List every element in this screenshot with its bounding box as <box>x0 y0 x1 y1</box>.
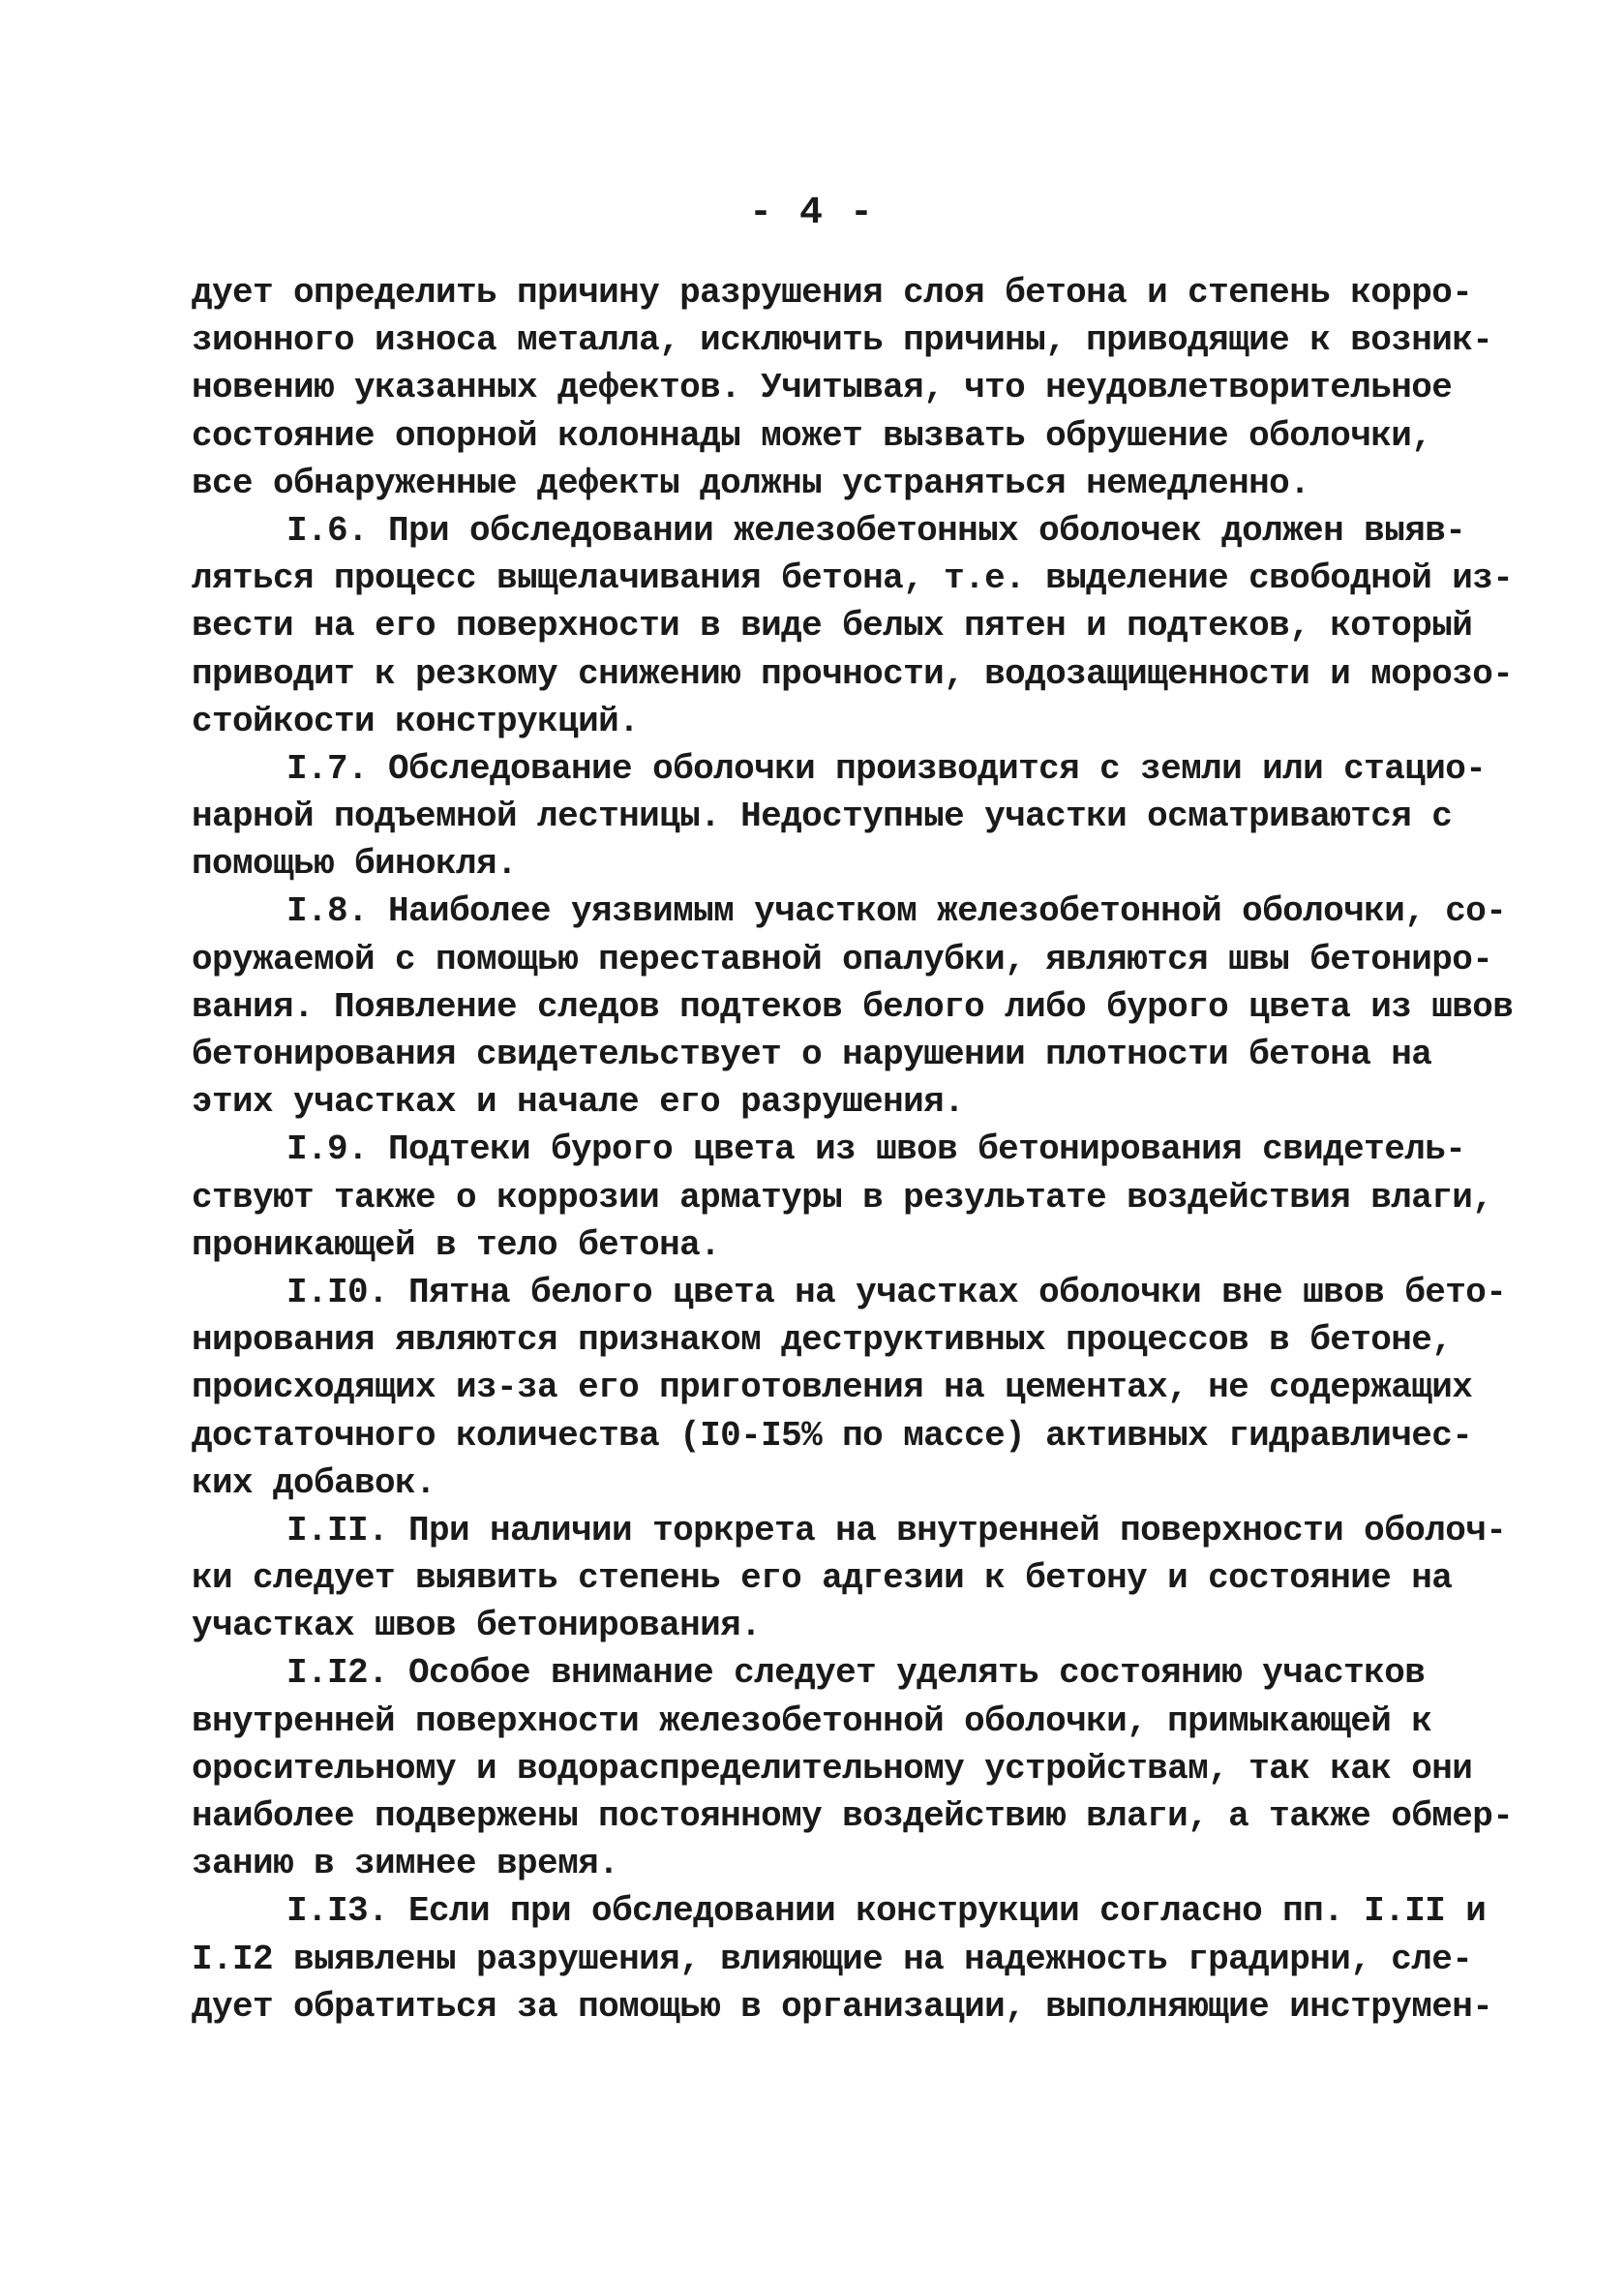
text-line: вания. Появление следов подтеков белого либо бурого цвета из швов <box>192 986 1514 1027</box>
paragraph-first-line: I.II. При наличии торкрета на внутренней поверхности оболоч- <box>286 1510 1507 1550</box>
paragraph-first-line: I.I0. Пятна белого цвета на участках оболочки вне швов бето- <box>286 1272 1507 1312</box>
text-line: I.I2 выявлены разрушения, влияющие на надежность градирни, сле- <box>192 1939 1473 1979</box>
text-line: ких добавок. <box>192 1462 436 1503</box>
text-line: дует определить причину разрушения слоя бетона и степень корро- <box>192 273 1473 313</box>
body-text <box>192 269 1514 2031</box>
text-line: зионного износа металла, исключить причины, приводящие к возник- <box>192 320 1493 361</box>
text-line: достаточного количества (I0-I5% по массе) активных гидравличес- <box>192 1415 1473 1456</box>
text-line: проникающей в тело бетона. <box>192 1224 721 1265</box>
text-line: помощью бинокля. <box>192 844 518 885</box>
text-line: ляться процесс выщелачивания бетона, т.е. выделение свободной из- <box>192 558 1514 599</box>
paragraph-first-line: I.I3. Если при обследовании конструкции согласно пп. I.II и <box>286 1891 1487 1932</box>
text-line: новению указанных дефектов. Учитывая, что неудовлетворительное <box>192 368 1453 408</box>
text-line: ствуют также о коррозии арматуры в результате воздействия влаги, <box>192 1177 1493 1218</box>
text-line: занию в зимнее время. <box>192 1844 619 1884</box>
text-line: ки следует выявить степень его адгезии к бетону и состояние на <box>192 1558 1453 1599</box>
text-line: участках швов бетонирования. <box>192 1606 762 1646</box>
text-line: все обнаруженные дефекты должны устраняться немедленно. <box>192 463 1310 503</box>
text-line: приводит к резкому снижению прочности, водозащищенности и морозо- <box>192 653 1514 694</box>
paragraph-first-line: I.9. Подтеки бурого цвета из швов бетонирования свидетель- <box>286 1129 1466 1170</box>
text-line: оросительному и водораспределительному устройствам, так как они <box>192 1748 1473 1789</box>
text-line: этих участках и начале его разрушения. <box>192 1082 965 1123</box>
paragraph-first-line: I.8. Наиболее уязвимым участком железобетонной оболочки, со- <box>286 891 1507 932</box>
paragraph-first-line: I.I2. Особое внимание следует уделять состоянию участков <box>286 1653 1426 1694</box>
page-number: - 4 - <box>748 192 876 235</box>
paragraph-first-line: I.6. При обследовании железобетонных оболочек должен выяв- <box>286 510 1466 551</box>
text-line: нирования являются признаком деструктивных процессов в бетоне, <box>192 1320 1453 1361</box>
text-line: внутренней поверхности железобетонной оболочки, примыкающей к <box>192 1700 1432 1741</box>
text-line: оружаемой с помощью переставной опалубки, являются швы бетониро- <box>192 939 1493 979</box>
text-line: дует обратиться за помощью в организации, выполняющие инструмен- <box>192 1986 1493 2027</box>
paragraph-first-line: I.7. Обследование оболочки производится с земли или стацио- <box>286 748 1487 789</box>
text-line: бетонирования свидетельствует о нарушении плотности бетона на <box>192 1035 1432 1074</box>
text-line: наиболее подвержены постоянному воздействию влаги, а также обмер- <box>192 1796 1514 1836</box>
text-line: стойкости конструкций. <box>192 701 640 741</box>
text-line: состояние опорной колоннады может вызвать обрушение оболочки, <box>192 415 1432 456</box>
text-line: происходящих из-за его приготовления на цементах, не содержащих <box>192 1368 1473 1408</box>
text-line: нарной подъемной лестницы. Недоступные участки осматриваются с <box>192 797 1453 837</box>
text-line: вести на его поверхности в виде белых пятен и подтеков, который <box>192 606 1473 647</box>
